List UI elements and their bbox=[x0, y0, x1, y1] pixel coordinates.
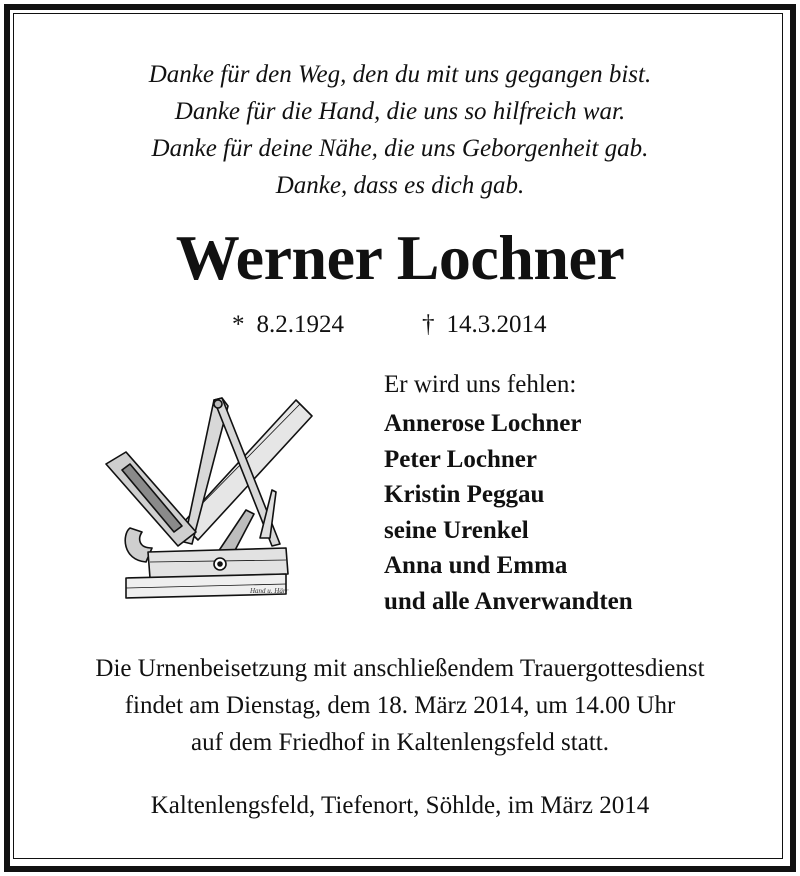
ceremony-notice bbox=[0, 650, 800, 761]
poem-line: Danke für die Hand, die uns so hilfreich war. bbox=[174, 98, 626, 125]
birth-date: 8.2.1924 bbox=[256, 311, 344, 338]
place-and-date: Kaltenlengsfeld, Tiefenort, Söhlde, im März 2014 bbox=[150, 792, 650, 819]
mourner-name: und alle Anverwandten bbox=[384, 587, 633, 615]
poem-line: Danke, dass es dich gab. bbox=[275, 172, 525, 199]
mourner-name: Anna und Emma bbox=[384, 552, 568, 580]
mourners-list bbox=[384, 406, 633, 620]
mourners-block bbox=[384, 366, 633, 620]
illustration-signature: Hand u. Härr bbox=[250, 587, 289, 595]
mourner-name: Annerose Lochner bbox=[384, 410, 582, 437]
death-date-line bbox=[422, 308, 547, 342]
death-date: 14.3.2014 bbox=[446, 311, 547, 338]
ceremony-line: findet am Dienstag, dem 18. März 2014, um 14.00 Uhr bbox=[124, 692, 676, 719]
birth-date-line bbox=[232, 308, 344, 342]
birth-star-icon: * bbox=[232, 311, 245, 338]
mourner-name: seine Urenkel bbox=[384, 516, 529, 544]
poem-line: Danke für den Weg, den du mit uns gegangen bist. bbox=[148, 61, 652, 88]
poem bbox=[0, 56, 800, 204]
ceremony-line: Die Urnenbeisetzung mit anschließendem Trauergottesdienst bbox=[95, 655, 705, 682]
mourner-name: Kristin Peggau bbox=[384, 481, 545, 509]
mourner-name: Peter Lochner bbox=[384, 445, 537, 473]
ceremony-line: auf dem Friedhof in Kaltenlengsfeld statt. bbox=[191, 729, 609, 756]
death-cross-icon: † bbox=[422, 311, 435, 338]
carpentry-tools-icon bbox=[100, 392, 320, 604]
poem-line: Danke für deine Nähe, die uns Geborgenheit gab. bbox=[151, 135, 649, 162]
deceased-name: Werner Lochner bbox=[175, 222, 625, 293]
mourners-intro: Er wird uns fehlen: bbox=[384, 371, 577, 398]
